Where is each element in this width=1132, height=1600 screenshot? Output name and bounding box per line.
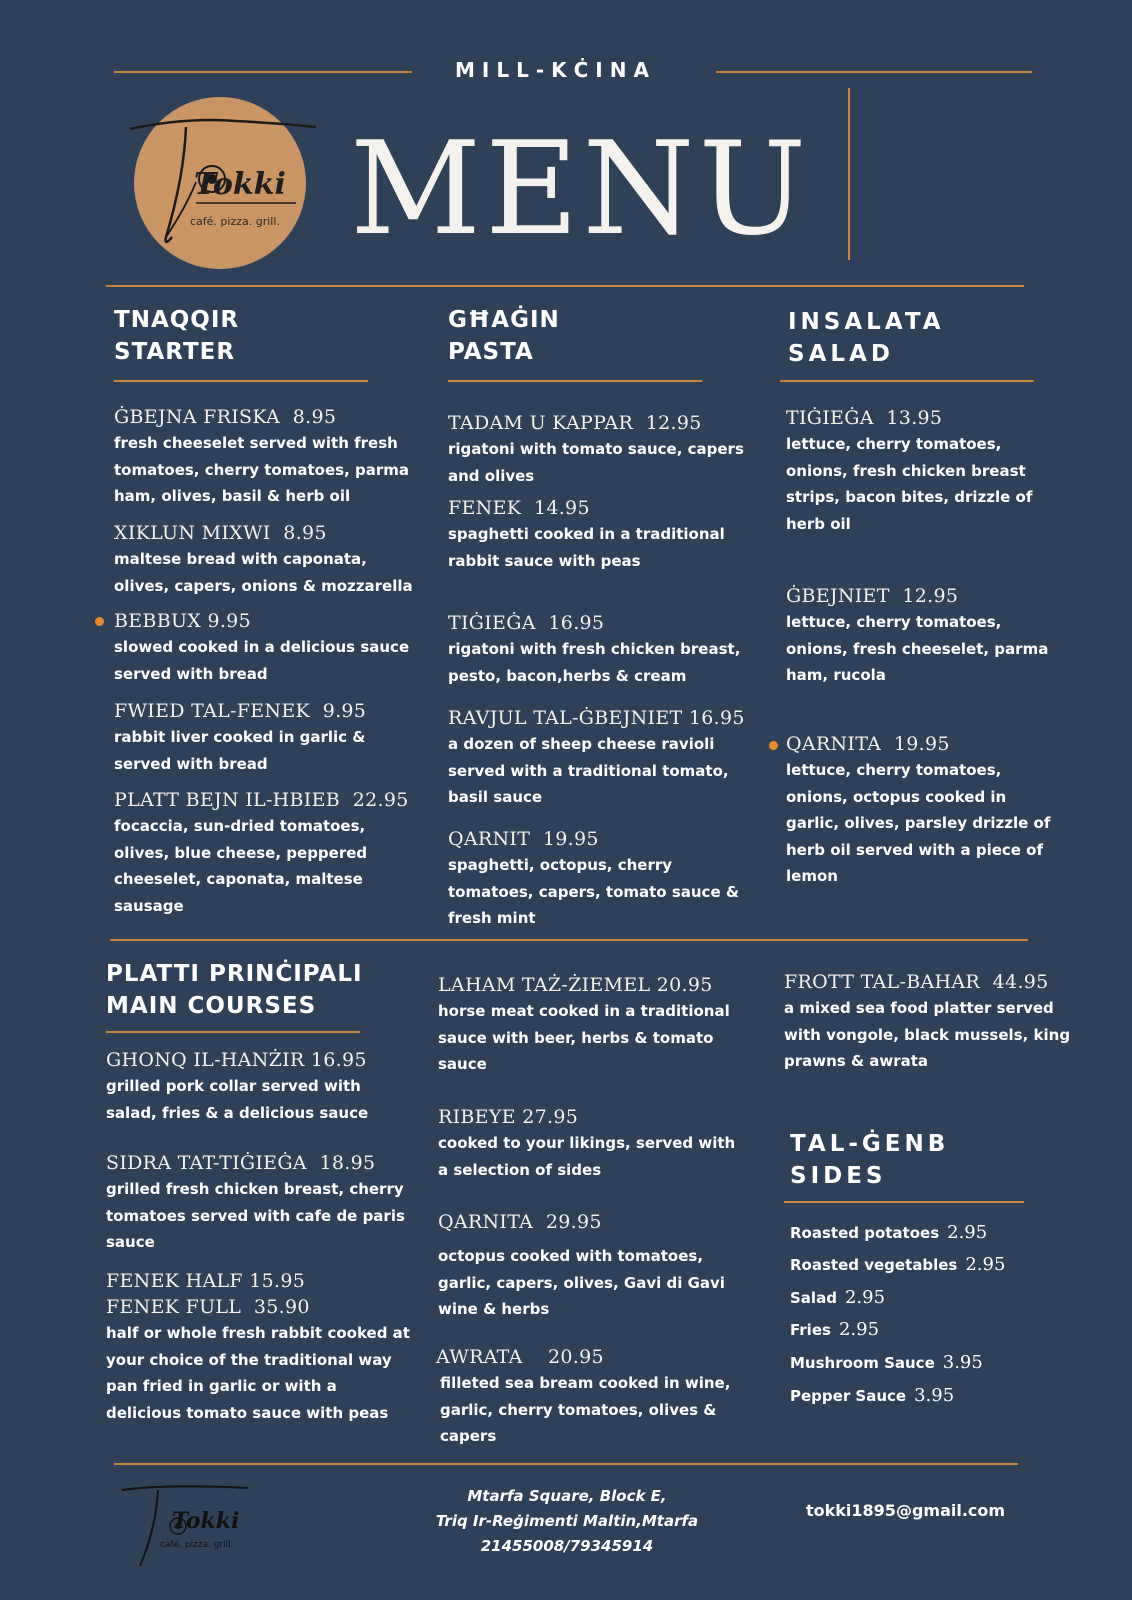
- section-heading-starter: TNAQQIR STARTER: [114, 307, 240, 365]
- menu-item: TIĠIEĠA 13.95 lettuce, cherry tomatoes, onions, fresh chicken breast strips, bacon bites, drizzle of herb oil: [786, 407, 1033, 533]
- starter-rule: [114, 380, 368, 382]
- menu-item: QARNIT 19.95 spaghetti, octopus, cherry tomatoes, capers, tomato sauce & fresh mint: [448, 828, 739, 927]
- footer-logo-tagline: café. pizza. grill.: [160, 1540, 234, 1550]
- header-vertical-rule: [848, 88, 850, 260]
- salad-rule: [780, 380, 1034, 382]
- logo-tagline: café. pizza. grill.: [190, 215, 280, 228]
- footer-logo: [118, 1478, 268, 1578]
- menu-item: AWRATA 20.95 filleted sea bream cooked in wine, garlic, cherry tomatoes, olives & capers: [436, 1346, 731, 1445]
- menu-item: PLATT BEJN IL-HBIEB 22.95 focaccia, sun-dried tomatoes, olives, blue cheese, peppered cheeselet, caponata, maltese sausage: [114, 789, 409, 915]
- header-bottom-rule: [106, 285, 1024, 287]
- footer-rule: [114, 1463, 1018, 1465]
- side-item: Roasted vegetables 2.95: [790, 1254, 1006, 1275]
- menu-item: RIBEYE 27.95 cooked to your likings, served with a selection of sides: [438, 1106, 736, 1179]
- footer-logo-word: Tokki: [172, 1508, 240, 1534]
- side-item: Mushroom Sauce 3.95: [790, 1352, 983, 1373]
- sides-rule: [784, 1201, 1024, 1203]
- menu-item: FWIED TAL-FENEK 9.95 rabbit liver cooked in garlic & served with bread: [114, 700, 367, 773]
- highlight-dot: [95, 617, 104, 626]
- logo-word: Tokki: [194, 167, 286, 202]
- header-rule-left: [114, 71, 412, 73]
- menu-item: XIKLUN MIXWI 8.95 maltese bread with caponata, olives, capers, onions & mozzarella: [114, 522, 413, 595]
- highlight-dot: [769, 741, 778, 750]
- menu-item: TADAM U KAPPAR 12.95 rigatoni with tomato sauce, capers and olives: [448, 412, 744, 485]
- side-item: Fries 2.95: [790, 1319, 880, 1340]
- section-heading-mains: PLATTI PRINĊIPALI MAIN COURSES: [106, 961, 363, 1019]
- side-item: Roasted potatoes 2.95: [790, 1222, 988, 1243]
- section-heading-pasta: GĦAĠIN PASTA: [448, 307, 560, 365]
- footer-address: Mtarfa Square, Block E, Triq Ir-Reġimenti Maltin,Mtarfa 21455008/79345914: [435, 1487, 699, 1555]
- menu-item: QARNITA 19.95 lettuce, cherry tomatoes, onions, octopus cooked in garlic, olives, parsley drizzle of herb oil served with a piece of lemon: [786, 733, 1051, 885]
- section-heading-salad: INSALATA SALAD: [788, 309, 945, 367]
- mains-rule: [106, 1031, 360, 1033]
- section-heading-sides: TAL-ĠENB SIDES: [790, 1131, 950, 1189]
- menu-item: SIDRA TAT-TIĠIEĠA 18.95 grilled fresh chicken breast, cherry tomatoes served with cafe de paris sauce: [106, 1152, 405, 1251]
- page-title: MENU: [350, 115, 811, 264]
- header-rule-right: [716, 71, 1032, 73]
- menu-item: RAVJUL TAL-ĠBEJNIET 16.95 a dozen of sheep cheese ravioli served with a traditional tomato, basil sauce: [448, 707, 745, 806]
- menu-item: BEBBUX 9.95 slowed cooked in a delicious sauce served with bread: [114, 610, 410, 683]
- side-item: Salad 2.95: [790, 1287, 886, 1308]
- menu-item: TIĠIEĠA 16.95 rigatoni with fresh chicken breast, pesto, bacon,herbs & cream: [448, 612, 741, 685]
- menu-item: GHONQ IL-HANŻIR 16.95 grilled pork collar served with salad, fries & a delicious sauce: [106, 1049, 369, 1122]
- side-item: Pepper Sauce 3.95: [790, 1385, 955, 1406]
- mid-rule: [110, 939, 1028, 941]
- footer-email[interactable]: tokki1895@gmail.com: [806, 1501, 1006, 1520]
- menu-item: ĠBEJNA FRISKA 8.95 fresh cheeselet served with fresh tomatoes, cherry tomatoes, parma ham, olives, basil & herb oil: [114, 406, 409, 505]
- menu-kicker: MILL-KĊINA: [455, 58, 656, 82]
- menu-item: LAHAM TAŻ-ŻIEMEL 20.95 horse meat cooked in a traditional sauce with beer, herbs & tomato sauce: [438, 974, 730, 1073]
- menu-item: FROTT TAL-BAHAR 44.95 a mixed sea food platter served with vongole, black mussels, king prawns & awrata: [784, 971, 1071, 1070]
- logo: [134, 97, 306, 269]
- pasta-rule: [448, 380, 702, 382]
- menu-item: QARNITA 29.95 octopus cooked with tomatoes, garlic, capers, olives, Gavi di Gavi wine & herbs: [438, 1211, 725, 1318]
- menu-item: ĠBEJNIET 12.95 lettuce, cherry tomatoes, onions, fresh cheeselet, parma ham, rucola: [786, 585, 1049, 684]
- menu-item: FENEK HALF 15.95 FENEK FULL 35.90 half or whole fresh rabbit cooked at your choice of the traditional way pan fried in garlic or with a delicious tomato sauce with peas: [106, 1270, 410, 1422]
- menu-item: FENEK 14.95 spaghetti cooked in a traditional rabbit sauce with peas: [448, 497, 725, 570]
